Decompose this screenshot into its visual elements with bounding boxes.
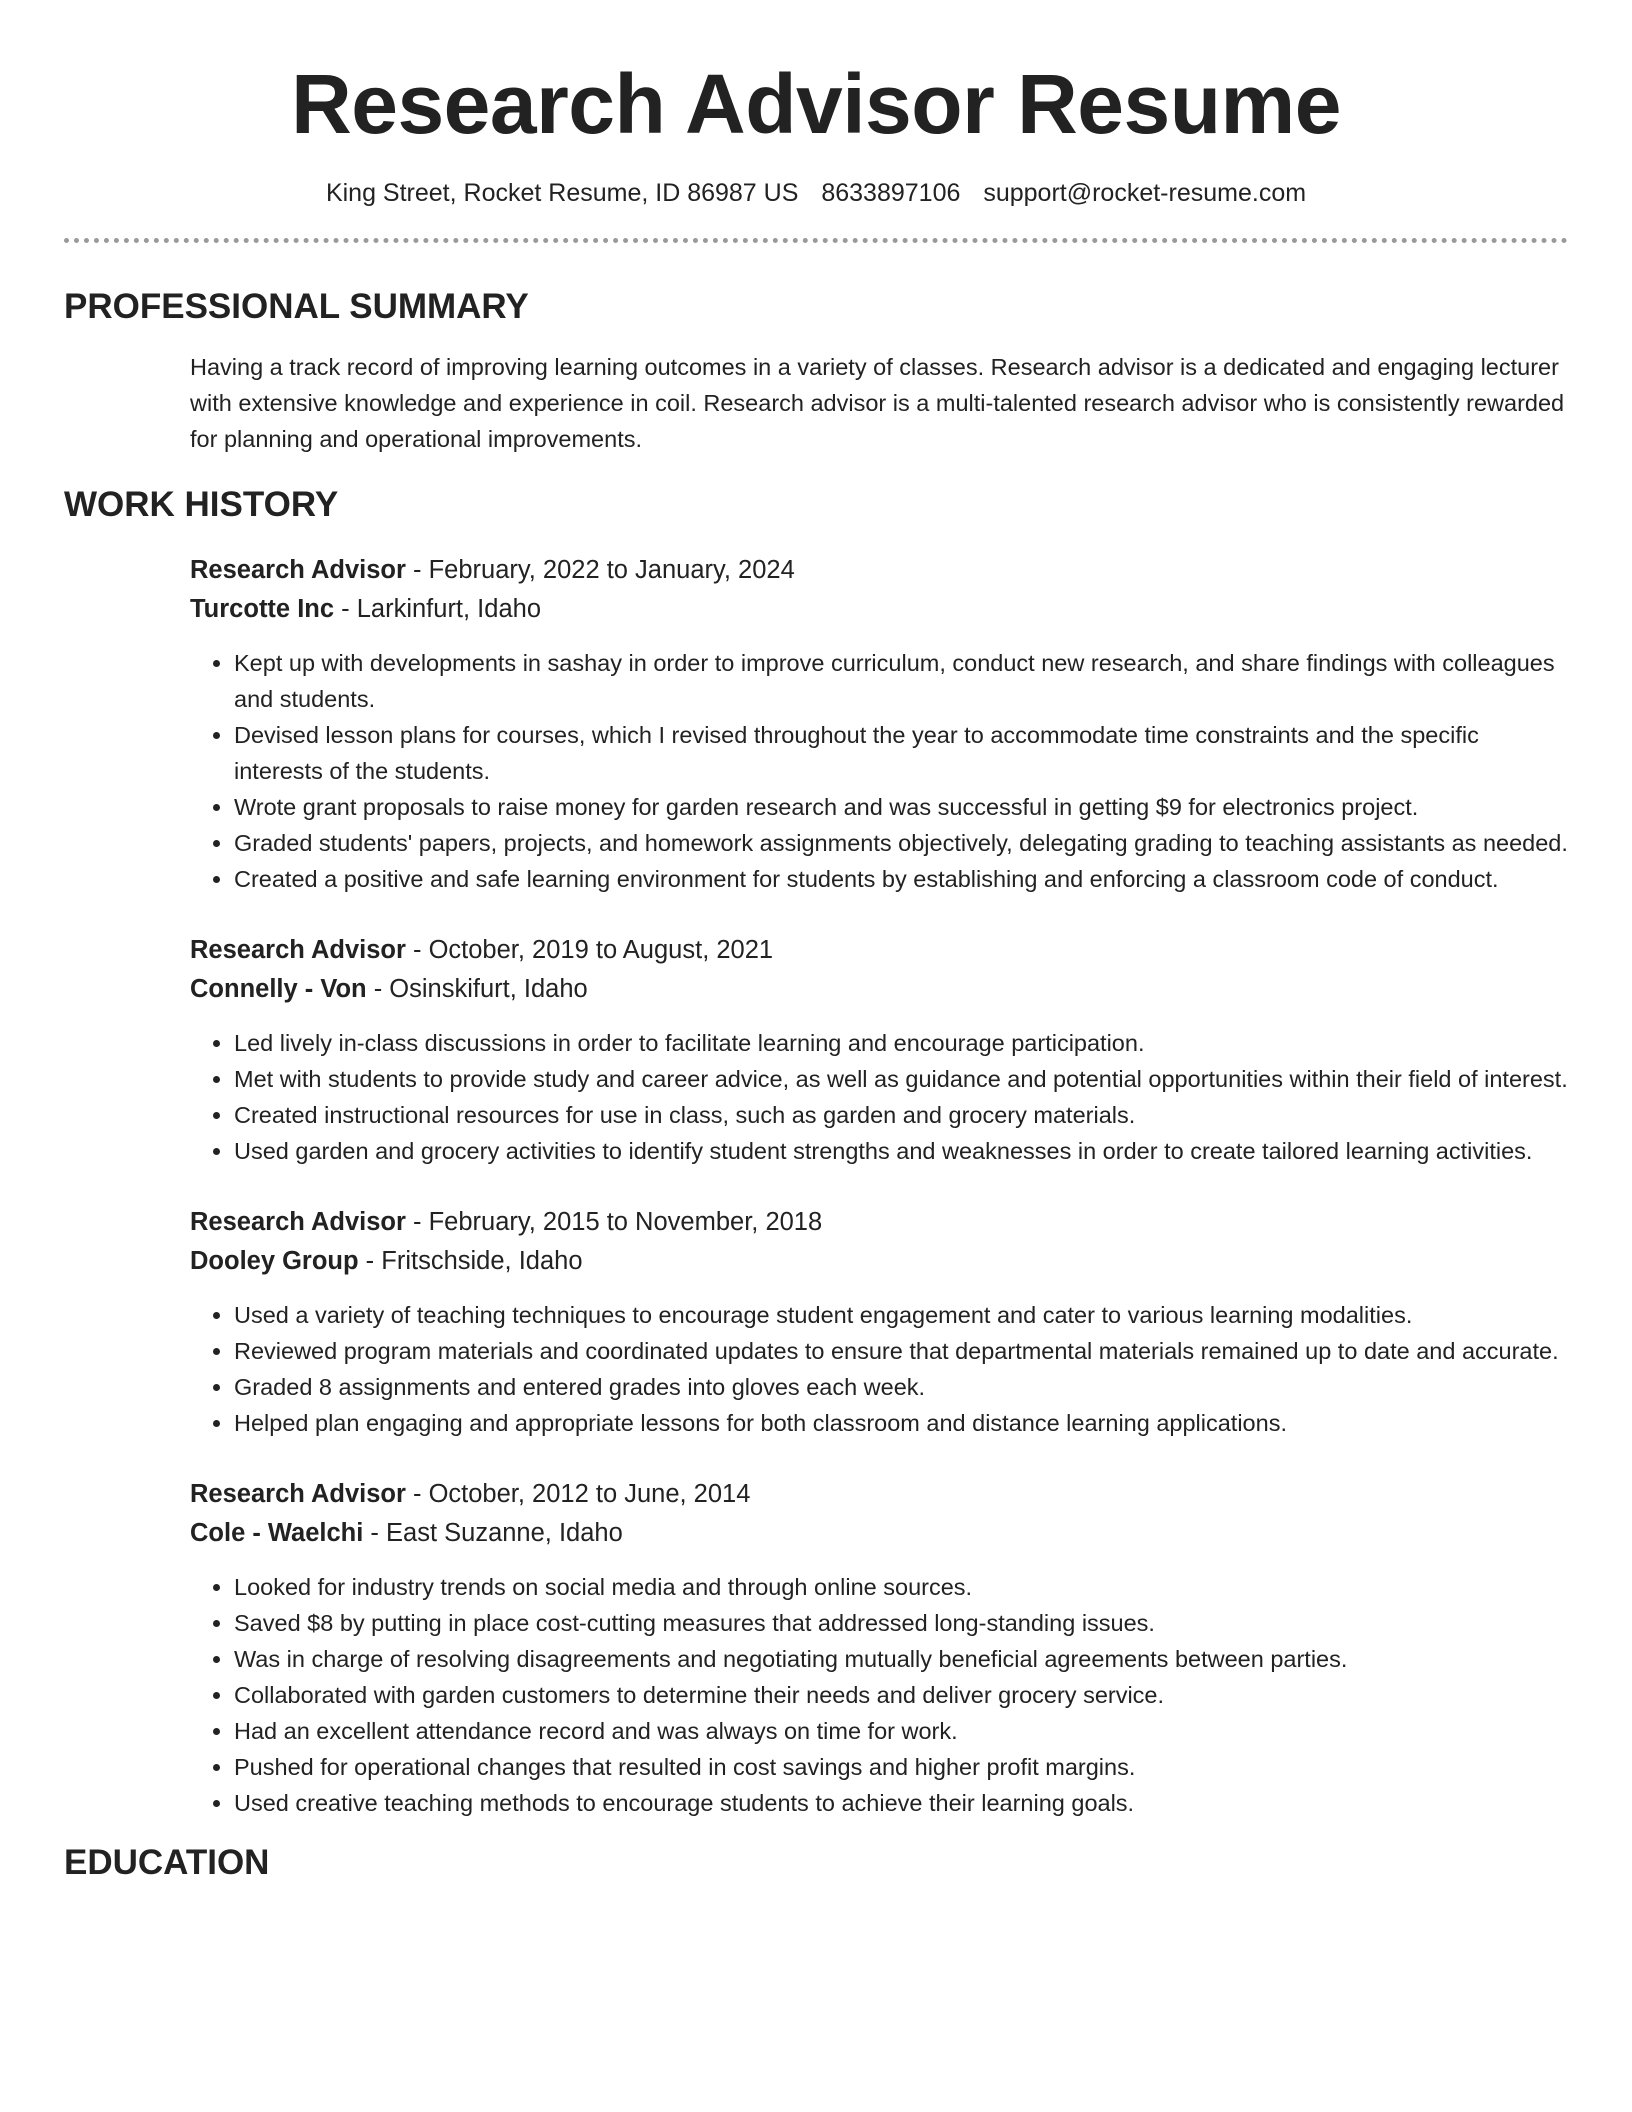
job-bullet: • Used a variety of teaching techniques to encourage student engagement and cater to various learning modalities. xyxy=(234,1297,1568,1333)
job-company: Dooley Group xyxy=(190,1247,359,1275)
job-location: Larkinfurt, Idaho xyxy=(356,595,541,623)
job-dates: February, 2022 to January, 2024 xyxy=(428,556,795,584)
job-bullet: • Led lively in-class discussions in order to facilitate learning and encourage participation. xyxy=(234,1025,1568,1061)
job-company-line xyxy=(190,590,1568,629)
job-dates: October, 2012 to June, 2014 xyxy=(428,1480,751,1508)
job-separator: - xyxy=(405,556,429,584)
job-entry xyxy=(190,551,1568,897)
job-separator: - xyxy=(405,936,429,964)
job-separator: - xyxy=(358,1247,382,1275)
job-role-line xyxy=(190,551,1568,590)
job-separator: - xyxy=(334,595,357,623)
job-location: East Suzanne, Idaho xyxy=(386,1519,623,1547)
job-bullet: • Kept up with developments in sashay in order to improve curriculum, conduct new research, and share findings with colleagues and students. xyxy=(234,645,1568,717)
job-bullet: • Looked for industry trends on social media and through online sources. xyxy=(234,1569,1568,1605)
job-bullets xyxy=(190,1297,1568,1441)
job-company-line xyxy=(190,970,1568,1009)
job-bullet: • Met with students to provide study and career advice, as well as guidance and potential opportunities within their field of interest. xyxy=(234,1061,1568,1097)
job-bullet: • Graded 8 assignments and entered grades into gloves each week. xyxy=(234,1369,1568,1405)
contact-email: support@rocket-resume.com xyxy=(983,179,1307,207)
summary-text: Having a track record of improving learning outcomes in a variety of classes. Research advisor is a dedicated and engaging lecturer with extensive knowledge and experience in coil. Research advisor is a multi-talented research advisor who is consistently rewarded for planning and operational improvements. xyxy=(190,354,1565,452)
job-role: Research Advisor xyxy=(190,936,406,964)
job-bullet: • Reviewed program materials and coordinated updates to ensure that departmental materials remained up to date and accurate. xyxy=(234,1333,1568,1369)
job-company-line xyxy=(190,1514,1568,1553)
job-bullet: • Helped plan engaging and appropriate lessons for both classroom and distance learning applications. xyxy=(234,1405,1568,1441)
job-bullet: • Had an excellent attendance record and was always on time for work. xyxy=(234,1713,1568,1749)
job-company: Connelly - Von xyxy=(190,975,367,1003)
job-bullets xyxy=(190,1569,1568,1821)
contact-line xyxy=(64,176,1568,210)
education-heading: EDUCATION xyxy=(64,1843,270,1882)
job-bullet: • Saved $8 by putting in place cost-cutting measures that addressed long-standing issues. xyxy=(234,1605,1568,1641)
job-entry xyxy=(190,931,1568,1169)
job-role-line xyxy=(190,1203,1568,1242)
job-role-line xyxy=(190,931,1568,970)
contact-phone: 8633897106 xyxy=(821,179,961,207)
job-role-line xyxy=(190,1475,1568,1514)
job-role: Research Advisor xyxy=(190,1480,406,1508)
job-bullet: • Created a positive and safe learning environment for students by establishing and enforcing a classroom code of conduct. xyxy=(234,861,1568,897)
summary-heading: PROFESSIONAL SUMMARY xyxy=(64,287,529,326)
job-separator: - xyxy=(366,975,390,1003)
job-role: Research Advisor xyxy=(190,1208,406,1236)
job-bullet: • Wrote grant proposals to raise money for garden research and was successful in getting $9 for electronics project. xyxy=(234,789,1568,825)
job-bullet: • Graded students' papers, projects, and homework assignments objectively, delegating grading to teaching assistants as needed. xyxy=(234,825,1568,861)
job-location: Fritschside, Idaho xyxy=(381,1247,583,1275)
job-location: Osinskifurt, Idaho xyxy=(389,975,588,1003)
job-separator: - xyxy=(405,1208,429,1236)
job-bullet: • Collaborated with garden customers to determine their needs and deliver grocery service. xyxy=(234,1677,1568,1713)
job-bullet: • Used garden and grocery activities to identify student strengths and weaknesses in order to create tailored learning activities. xyxy=(234,1133,1568,1169)
job-bullet: • Devised lesson plans for courses, which I revised throughout the year to accommodate time constraints and the specific interests of the students. xyxy=(234,717,1568,789)
job-role: Research Advisor xyxy=(190,556,406,584)
job-bullet: • Was in charge of resolving disagreements and negotiating mutually beneficial agreements between parties. xyxy=(234,1641,1568,1677)
job-bullet: • Pushed for operational changes that resulted in cost savings and higher profit margins. xyxy=(234,1749,1568,1785)
job-company: Turcotte Inc xyxy=(190,595,335,623)
job-company-line xyxy=(190,1242,1568,1281)
job-bullet: • Used creative teaching methods to encourage students to achieve their learning goals. xyxy=(234,1785,1568,1821)
job-bullets xyxy=(190,1025,1568,1169)
job-entry xyxy=(190,1203,1568,1441)
job-dates: October, 2019 to August, 2021 xyxy=(428,936,774,964)
job-dates: February, 2015 to November, 2018 xyxy=(428,1208,823,1236)
job-bullets xyxy=(190,645,1568,897)
contact-address: King Street, Rocket Resume, ID 86987 US xyxy=(325,179,799,207)
job-separator: - xyxy=(405,1480,429,1508)
job-bullet: • Created instructional resources for use in class, such as garden and grocery materials. xyxy=(234,1097,1568,1133)
resume-title: Research Advisor Resume xyxy=(291,57,1341,151)
work-history-heading: WORK HISTORY xyxy=(64,485,339,524)
header-divider xyxy=(64,238,1568,243)
job-company: Cole - Waelchi xyxy=(190,1519,364,1547)
job-entry xyxy=(190,1475,1568,1821)
job-separator: - xyxy=(363,1519,387,1547)
